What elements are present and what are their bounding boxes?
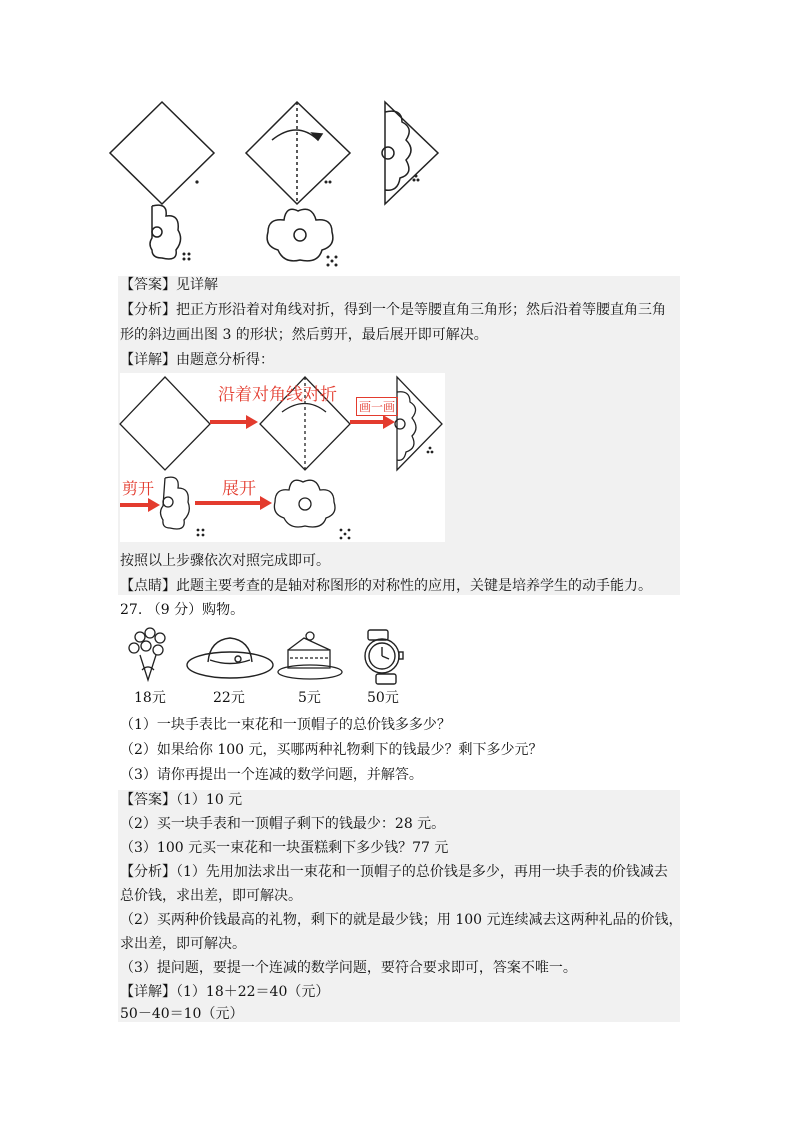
q27-answer3: （3）100 元买一束花和一块蛋糕剩下多少钱？77 元 — [120, 840, 449, 856]
hat-icon — [187, 638, 273, 678]
label-cut: 剪开 — [122, 479, 155, 498]
q27-analysis1a: 【分析】（1）先用加法求出一束花和一顶帽子的总价钱是多少，再用一块手表的价钱减去 — [120, 864, 668, 880]
q27-answer: 【答案】（1）10 元 — [120, 792, 243, 808]
q27-detail1: 【详解】（1）18＋22＝40（元） — [120, 984, 330, 1000]
q27-analysis2b: 求出差，即可解决。 — [120, 936, 246, 952]
q27-analysis3: （3）提问题，要提一个连减的数学问题，要符合要求即可，答案不唯一。 — [120, 960, 577, 976]
cake-icon — [278, 632, 342, 679]
price-hat: 22元 — [213, 690, 245, 706]
label-fold: 沿着对角线对折 — [218, 385, 337, 405]
q27-sub1: （1）一块手表比一束花和一顶帽子的总价钱多多少？ — [120, 717, 451, 733]
q27-answer2: （2）买一块手表和一顶帽子剩下的钱最少：28 元。 — [120, 816, 446, 832]
comment-text: 【点睛】此题主要考查的是轴对称图形的对称性的应用，关键是培养学生的动手能力。 — [120, 578, 652, 594]
price-flowers: 18元 — [134, 690, 166, 706]
q27-analysis1b: 总价钱，求出差，即可解决。 — [120, 888, 302, 904]
label-unfold: 展开 — [222, 479, 256, 499]
q27-detail2: 50－40＝10（元） — [120, 1006, 244, 1022]
flower-bouquet-icon — [129, 628, 165, 680]
answer-label-1: 【答案】见详解 — [120, 277, 218, 293]
price-cake: 5元 — [298, 690, 321, 706]
price-watch: 50元 — [367, 690, 399, 706]
q27-sub3: （3）请你再提出一个连减的数学问题，并解答。 — [120, 767, 423, 783]
q27-analysis2a: （2）买两种价钱最高的礼物，剩下的就是最少钱；用 100 元连续减去这两种礼品的价钱， — [120, 912, 683, 928]
detail-label-1: 【详解】由题意分析得： — [120, 352, 274, 368]
label-draw: 画一画 — [356, 397, 398, 416]
q27-title: 27. （9 分）购物。 — [120, 602, 245, 618]
analysis-line-1: 【分析】把正方形沿着对角线对折，得到一个是等腰直角三角形；然后沿着等腰直角三角 — [120, 302, 666, 318]
analysis-line-2: 形的斜边画出图 3 的形状；然后剪开，最后展开即可解决。 — [120, 327, 488, 343]
watch-icon — [365, 630, 403, 684]
followup-text: 按照以上步骤依次对照完成即可。 — [120, 553, 330, 569]
q27-sub2: （2）如果给你 100 元，买哪两种礼物剩下的钱最少？剩下多少元？ — [120, 742, 543, 758]
